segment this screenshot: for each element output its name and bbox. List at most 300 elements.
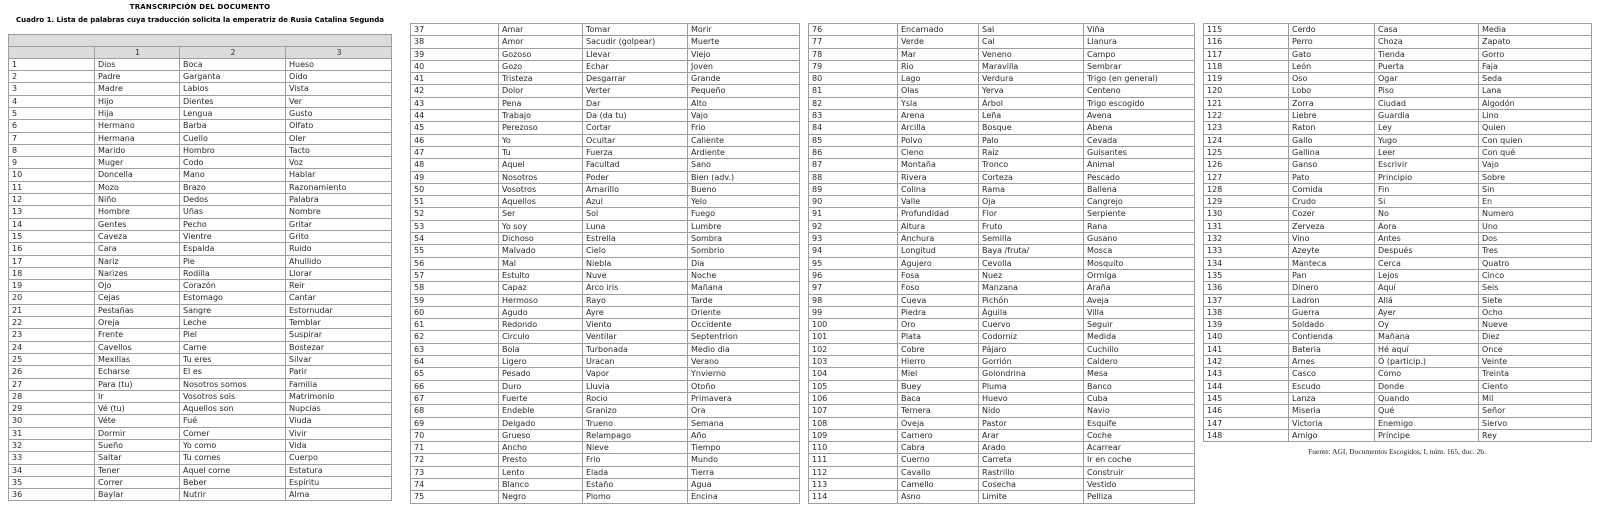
table-row: [9, 230, 392, 242]
word-cell: Ciento: [1479, 380, 1592, 392]
word-cell: Grande: [688, 73, 800, 85]
word-cell: Siete: [1479, 294, 1592, 306]
word-cell: Escrivir: [1375, 159, 1479, 171]
word-cell: Nueve: [1479, 319, 1592, 331]
word-cell: Aquí: [1375, 282, 1479, 294]
word-cell: Garganta: [180, 71, 286, 83]
row-number-cell: 10: [9, 169, 95, 181]
word-cell: Piedra: [898, 306, 979, 318]
word-cell: Cara: [95, 243, 180, 255]
word-cell: Hé aquí: [1375, 343, 1479, 355]
word-cell: Yo: [499, 134, 583, 146]
word-cell: Abena: [1084, 122, 1195, 134]
table-row: [1204, 60, 1592, 72]
word-cell: Semilla: [979, 233, 1084, 245]
word-cell: Vé (tu): [95, 403, 180, 415]
table-row: [1204, 196, 1592, 208]
word-cell: Antes: [1375, 233, 1479, 245]
word-cell: Lanza: [1289, 392, 1375, 404]
row-number-cell: 38: [411, 36, 499, 48]
word-cell: Echar: [583, 60, 688, 72]
word-cell: Limite: [979, 491, 1084, 503]
word-cell: Amar: [499, 24, 583, 36]
word-cell: Árbol: [979, 97, 1084, 109]
table-row: [809, 269, 1195, 281]
word-cell: Pichón: [979, 294, 1084, 306]
row-number-cell: 3: [9, 83, 95, 95]
word-cell: Miseria: [1289, 405, 1375, 417]
table-row: [9, 280, 392, 292]
table-row: [809, 146, 1195, 158]
word-cell: Tu eres: [180, 353, 286, 365]
row-number-cell: 80: [809, 73, 898, 85]
word-cell: Pelliza: [1084, 491, 1195, 503]
word-cell: Altura: [898, 220, 979, 232]
word-cell: Vino: [1289, 233, 1375, 245]
word-cell: Seda: [1479, 73, 1592, 85]
word-cell: Llevar: [583, 48, 688, 60]
word-cell: Lengua: [180, 107, 286, 119]
row-number-cell: 109: [809, 429, 898, 441]
table-row: [1204, 48, 1592, 60]
row-number-cell: 79: [809, 60, 898, 72]
word-cell: Esquife: [1084, 417, 1195, 429]
word-cell: Príncipe: [1375, 429, 1479, 441]
table-row: [809, 442, 1195, 454]
table-row: [1204, 405, 1592, 417]
word-cell: Tierra: [688, 466, 800, 478]
row-number-cell: 146: [1204, 405, 1289, 417]
row-number-cell: 132: [1204, 233, 1289, 245]
word-cell: León: [1289, 60, 1375, 72]
row-number-cell: 25: [9, 353, 95, 365]
row-number-cell: 113: [809, 478, 898, 490]
table-row: [1204, 380, 1592, 392]
table-row: [809, 24, 1195, 36]
word-cell: Brazo: [180, 181, 286, 193]
word-cell: Cuello: [180, 132, 286, 144]
table-row: [9, 329, 392, 341]
table-row: [809, 356, 1195, 368]
word-cell: Facultad: [583, 159, 688, 171]
table-row: [809, 48, 1195, 60]
word-cell: Rama: [979, 183, 1084, 195]
word-cell: Centeno: [1084, 85, 1195, 97]
word-cell: Veinte: [1479, 356, 1592, 368]
word-cell: Dos: [1479, 233, 1592, 245]
row-number-cell: 106: [809, 392, 898, 404]
row-number-cell: 33: [9, 452, 95, 464]
table-row: [1204, 245, 1592, 257]
word-cell: Sueño: [95, 440, 180, 452]
row-number-cell: 124: [1204, 134, 1289, 146]
word-cell: Zapato: [1479, 36, 1592, 48]
word-cell: Caliente: [688, 134, 800, 146]
table-row: [809, 491, 1195, 503]
row-number-cell: 103: [809, 356, 898, 368]
word-cell: Morir: [688, 24, 800, 36]
word-cell: Flor: [979, 208, 1084, 220]
word-cell: Estatura: [286, 464, 392, 476]
word-cell: Cavallo: [898, 466, 979, 478]
table-row: [411, 208, 800, 220]
row-number-cell: 94: [809, 245, 898, 257]
row-number-cell: 56: [411, 257, 499, 269]
table-row: [809, 257, 1195, 269]
word-cell: Sacudir (golpear): [583, 36, 688, 48]
row-number-cell: 138: [1204, 306, 1289, 318]
row-number-cell: 75: [411, 491, 499, 503]
word-cell: Matrimonio: [286, 390, 392, 402]
word-cell: Vapor: [583, 368, 688, 380]
row-number-cell: 19: [9, 280, 95, 292]
word-cell: Malvado: [499, 245, 583, 257]
word-cell: Fosa: [898, 269, 979, 281]
table-row: [411, 380, 800, 392]
table-row: [9, 194, 392, 206]
word-cell: Fin: [1375, 183, 1479, 195]
word-cell: Primavera: [688, 392, 800, 404]
word-cell: Yugo: [1375, 134, 1479, 146]
word-cell: Yerva: [979, 85, 1084, 97]
word-cell: Ynvierno: [688, 368, 800, 380]
word-cell: Amarillo: [583, 183, 688, 195]
word-cell: Vida: [286, 440, 392, 452]
row-number-cell: 91: [809, 208, 898, 220]
table-row: [809, 245, 1195, 257]
row-number-cell: 40: [411, 60, 499, 72]
word-cell: Zorra: [1289, 97, 1375, 109]
table-row: [1204, 220, 1592, 232]
row-number-cell: 6: [9, 120, 95, 132]
table-row: [809, 97, 1195, 109]
word-cell: Soldado: [1289, 319, 1375, 331]
row-number-cell: 104: [809, 368, 898, 380]
word-cell: Muerte: [688, 36, 800, 48]
row-number-cell: 18: [9, 267, 95, 279]
word-cell: Nido: [979, 405, 1084, 417]
word-cell: Acarrear: [1084, 442, 1195, 454]
column-header: [9, 46, 95, 58]
word-cell: Ladron: [1289, 294, 1375, 306]
table-caption: Cuadro 1. Lista de palabras cuya traducción solicita la emperatriz de Rusia Catalina Segunda: [16, 16, 384, 24]
word-cell: Con qué: [1479, 146, 1592, 158]
word-cell: Mano: [180, 169, 286, 181]
word-cell: Tu comes: [180, 452, 286, 464]
word-cell: Diez: [1479, 331, 1592, 343]
table-row: [9, 71, 392, 83]
word-cell: Hermano: [95, 120, 180, 132]
word-cell: Pescado: [1084, 171, 1195, 183]
row-number-cell: 144: [1204, 380, 1289, 392]
table-row: [411, 405, 800, 417]
row-number-cell: 145: [1204, 392, 1289, 404]
row-number-cell: 62: [411, 331, 499, 343]
row-number-cell: 63: [411, 343, 499, 355]
table-row: [809, 282, 1195, 294]
row-number-cell: 87: [809, 159, 898, 171]
row-number-cell: 140: [1204, 331, 1289, 343]
word-cell: Pequeño: [688, 85, 800, 97]
word-cell: Rayo: [583, 294, 688, 306]
table-row: [9, 144, 392, 156]
word-cell: Oriente: [688, 306, 800, 318]
word-cell: Tiempo: [688, 442, 800, 454]
row-number-cell: 135: [1204, 269, 1289, 281]
row-number-cell: 1: [9, 58, 95, 70]
word-cell: Alma: [286, 489, 392, 501]
table-row: [411, 134, 800, 146]
word-cell: Verde: [898, 36, 979, 48]
word-cell: Algodón: [1479, 97, 1592, 109]
row-number-cell: 114: [809, 491, 898, 503]
table-row: [411, 343, 800, 355]
row-number-cell: 54: [411, 233, 499, 245]
word-cell: Estomago: [180, 292, 286, 304]
word-cell: Camello: [898, 478, 979, 490]
table-row: [1204, 294, 1592, 306]
row-number-cell: 142: [1204, 356, 1289, 368]
row-number-cell: 57: [411, 269, 499, 281]
word-cell: Casa: [1375, 24, 1479, 36]
word-cell: Gorro: [1479, 48, 1592, 60]
word-cell: Fué: [180, 415, 286, 427]
table-row: [9, 440, 392, 452]
word-cell: Enemigo: [1375, 417, 1479, 429]
row-number-cell: 15: [9, 230, 95, 242]
row-number-cell: 43: [411, 97, 499, 109]
row-number-cell: 131: [1204, 220, 1289, 232]
word-cell: Cavellos: [95, 341, 180, 353]
word-cell: Dolor: [499, 85, 583, 97]
word-table-3: [808, 23, 1195, 504]
row-number-cell: 85: [809, 134, 898, 146]
word-cell: Luna: [583, 220, 688, 232]
word-cell: Uno: [1479, 220, 1592, 232]
row-number-cell: 68: [411, 405, 499, 417]
row-number-cell: 7: [9, 132, 95, 144]
row-number-cell: 64: [411, 356, 499, 368]
word-cell: Doncella: [95, 169, 180, 181]
word-cell: Medio dia: [688, 343, 800, 355]
word-cell: Lejos: [1375, 269, 1479, 281]
row-number-cell: 39: [411, 48, 499, 60]
row-number-cell: 93: [809, 233, 898, 245]
row-number-cell: 97: [809, 282, 898, 294]
row-number-cell: 74: [411, 478, 499, 490]
table-row: [809, 159, 1195, 171]
row-number-cell: 147: [1204, 417, 1289, 429]
word-cell: Nuez: [979, 269, 1084, 281]
word-cell: Cobre: [898, 343, 979, 355]
word-cell: Escudo: [1289, 380, 1375, 392]
page-title: TRANSCRIPCIÓN DEL DOCUMENTO: [129, 3, 271, 11]
word-cell: Oja: [979, 196, 1084, 208]
table-row: [809, 454, 1195, 466]
word-cell: Para (tu): [95, 378, 180, 390]
word-cell: Polvo: [898, 134, 979, 146]
word-cell: Azeyte: [1289, 245, 1375, 257]
row-number-cell: 133: [1204, 245, 1289, 257]
row-number-cell: 65: [411, 368, 499, 380]
word-cell: Verano: [688, 356, 800, 368]
word-cell: Temblar: [286, 317, 392, 329]
word-cell: Elada: [583, 466, 688, 478]
word-cell: Cuba: [1084, 392, 1195, 404]
row-number-cell: 100: [809, 319, 898, 331]
word-cell: Oido: [286, 71, 392, 83]
table-row: [9, 120, 392, 132]
word-cell: Perro: [1289, 36, 1375, 48]
word-cell: Barba: [180, 120, 286, 132]
row-number-cell: 73: [411, 466, 499, 478]
word-cell: Hierro: [898, 356, 979, 368]
row-number-cell: 51: [411, 196, 499, 208]
table-row: [1204, 146, 1592, 158]
table-row: [1204, 110, 1592, 122]
word-cell: Mexillas: [95, 353, 180, 365]
row-number-cell: 59: [411, 294, 499, 306]
word-cell: Miel: [898, 368, 979, 380]
word-cell: Ora: [688, 405, 800, 417]
word-cell: Campo: [1084, 48, 1195, 60]
word-cell: Bosque: [979, 122, 1084, 134]
table-row: [1204, 171, 1592, 183]
word-cell: Asno: [898, 491, 979, 503]
word-cell: Plomo: [583, 491, 688, 503]
word-cell: Maravilla: [979, 60, 1084, 72]
word-cell: Estrella: [583, 233, 688, 245]
table-row: [1204, 24, 1592, 36]
word-cell: Voz: [286, 157, 392, 169]
row-number-cell: 16: [9, 243, 95, 255]
table-row: [9, 107, 392, 119]
word-cell: Perezoso: [499, 122, 583, 134]
word-cell: Aquel: [499, 159, 583, 171]
word-cell: Mar: [898, 48, 979, 60]
word-cell: Pena: [499, 97, 583, 109]
word-cell: Pan: [1289, 269, 1375, 281]
table-row: [809, 122, 1195, 134]
word-cell: Pájaro: [979, 343, 1084, 355]
table-row: [1204, 36, 1592, 48]
row-number-cell: 121: [1204, 97, 1289, 109]
word-cell: Puerta: [1375, 60, 1479, 72]
table-row: [9, 292, 392, 304]
row-number-cell: 89: [809, 183, 898, 195]
word-cell: Occidente: [688, 319, 800, 331]
row-number-cell: 30: [9, 415, 95, 427]
word-cell: Hombro: [180, 144, 286, 156]
row-number-cell: 12: [9, 194, 95, 206]
word-cell: Ó (particip.): [1375, 356, 1479, 368]
word-cell: Ballena: [1084, 183, 1195, 195]
table-row: [809, 478, 1195, 490]
word-cell: Vientre: [180, 230, 286, 242]
word-cell: Aora: [1375, 220, 1479, 232]
word-cell: Granizo: [583, 405, 688, 417]
row-number-cell: 116: [1204, 36, 1289, 48]
word-cell: Agudo: [499, 306, 583, 318]
row-number-cell: 27: [9, 378, 95, 390]
word-cell: Niño: [95, 194, 180, 206]
word-cell: Foso: [898, 282, 979, 294]
table-row: [411, 48, 800, 60]
word-cell: Estulto: [499, 269, 583, 281]
word-cell: Quien: [1479, 122, 1592, 134]
table-row: [411, 417, 800, 429]
word-cell: Vajo: [1479, 159, 1592, 171]
word-cell: Tu: [499, 146, 583, 158]
word-cell: Cuervo: [979, 319, 1084, 331]
row-number-cell: 11: [9, 181, 95, 193]
row-number-cell: 122: [1204, 110, 1289, 122]
word-cell: Otoño: [688, 380, 800, 392]
word-cell: Cevolla: [979, 257, 1084, 269]
table-row: [9, 157, 392, 169]
word-cell: Con quien: [1479, 134, 1592, 146]
row-number-cell: 110: [809, 442, 898, 454]
word-cell: Baca: [898, 392, 979, 404]
word-cell: Encina: [688, 491, 800, 503]
table-row: [809, 60, 1195, 72]
word-cell: Araña: [1084, 282, 1195, 294]
word-cell: Encarnado: [898, 24, 979, 36]
word-cell: Arar: [979, 429, 1084, 441]
row-number-cell: 52: [411, 208, 499, 220]
word-cell: Avena: [1084, 110, 1195, 122]
row-number-cell: 14: [9, 218, 95, 230]
word-cell: Hijo: [95, 95, 180, 107]
word-cell: Pluma: [979, 380, 1084, 392]
word-cell: Lluvia: [583, 380, 688, 392]
word-cell: Agujero: [898, 257, 979, 269]
table-row: [411, 356, 800, 368]
table-row: [1204, 368, 1592, 380]
word-cell: Ardiente: [688, 146, 800, 158]
word-cell: Faja: [1479, 60, 1592, 72]
row-number-cell: 31: [9, 427, 95, 439]
word-cell: Verter: [583, 85, 688, 97]
word-cell: Si: [1375, 196, 1479, 208]
word-cell: Cieno: [898, 146, 979, 158]
word-cell: Sombra: [688, 233, 800, 245]
row-number-cell: 24: [9, 341, 95, 353]
table-row: [9, 476, 392, 488]
word-cell: Turbonada: [583, 343, 688, 355]
word-cell: Pastor: [979, 417, 1084, 429]
table-row: [411, 331, 800, 343]
table-header-band-row: [9, 35, 392, 47]
word-cell: Mal: [499, 257, 583, 269]
table-row: [9, 169, 392, 181]
word-cell: Ir: [95, 390, 180, 402]
word-cell: Colina: [898, 183, 979, 195]
word-cell: Relampago: [583, 429, 688, 441]
word-cell: Dormir: [95, 427, 180, 439]
word-cell: Nosotros: [499, 171, 583, 183]
table-row: [411, 454, 800, 466]
row-number-cell: 88: [809, 171, 898, 183]
row-number-cell: 50: [411, 183, 499, 195]
table-row: [411, 392, 800, 404]
word-cell: Sin: [1479, 183, 1592, 195]
word-cell: Ayre: [583, 306, 688, 318]
table-row: [809, 233, 1195, 245]
word-cell: Vosotros sois: [180, 390, 286, 402]
word-cell: Baylar: [95, 489, 180, 501]
table-row: [1204, 73, 1592, 85]
